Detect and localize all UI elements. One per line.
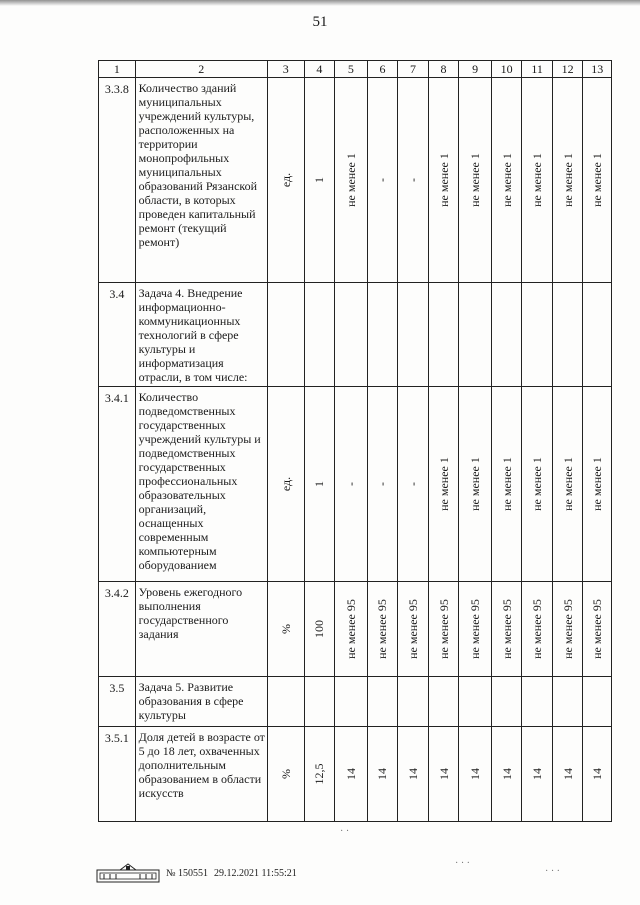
row-value: 100	[312, 620, 327, 638]
row-value: -	[375, 178, 390, 182]
row-number: 3.3.8	[99, 78, 136, 283]
value-cell	[304, 582, 335, 677]
table-header-row	[99, 61, 612, 78]
table-row	[99, 78, 612, 283]
row-value: не менее 1	[468, 153, 483, 207]
value-cell	[335, 677, 368, 727]
unit-cell	[267, 387, 304, 582]
value-cell	[583, 387, 612, 582]
value-cell	[428, 677, 459, 727]
value-cell	[459, 78, 492, 283]
row-value: не менее 95	[468, 599, 483, 659]
value-cell	[459, 283, 492, 387]
column-header: 5	[335, 61, 368, 78]
row-value: 14	[530, 768, 545, 780]
page-number: 51	[312, 14, 328, 30]
value-cell	[522, 387, 553, 582]
row-description: Задача 4. Внедрение информационно-коммуникационных технологий в сфере культуры и информатизация отрасли, в том числе:	[135, 283, 267, 387]
row-value: не менее 1	[590, 457, 605, 511]
row-value: 1	[312, 481, 327, 487]
value-cell	[522, 582, 553, 677]
row-value: не менее 1	[468, 457, 483, 511]
row-value: не менее 1	[590, 153, 605, 207]
value-cell	[304, 387, 335, 582]
value-cell	[552, 78, 583, 283]
column-header: 12	[552, 61, 583, 78]
scan-speck: · ·	[340, 826, 350, 837]
row-value: 14	[560, 768, 575, 780]
value-cell	[459, 727, 492, 822]
value-cell	[552, 283, 583, 387]
row-value: не менее 1	[530, 153, 545, 207]
row-value: -	[343, 482, 358, 486]
value-cell	[459, 677, 492, 727]
column-header: 13	[583, 61, 612, 78]
value-cell	[335, 387, 368, 582]
document-timestamp: 29.12.2021 11:55:21	[214, 867, 297, 879]
row-value: не менее 1	[560, 153, 575, 207]
value-cell	[335, 582, 368, 677]
row-value: не менее 95	[405, 599, 420, 659]
column-header: 3	[267, 61, 304, 78]
value-cell	[522, 677, 553, 727]
scan-speck: · · ·	[545, 866, 560, 877]
value-cell	[491, 387, 522, 582]
value-cell	[398, 78, 429, 283]
value-cell	[522, 78, 553, 283]
value-cell	[304, 78, 335, 283]
value-cell	[491, 677, 522, 727]
unit-cell	[267, 582, 304, 677]
column-header: 8	[428, 61, 459, 78]
value-cell	[304, 283, 335, 387]
row-value: не менее 1	[530, 457, 545, 511]
value-cell	[552, 727, 583, 822]
value-cell	[367, 387, 398, 582]
row-value: не менее 95	[530, 599, 545, 659]
value-cell	[367, 727, 398, 822]
value-cell	[583, 582, 612, 677]
row-value: не менее 95	[590, 599, 605, 659]
value-cell	[552, 582, 583, 677]
row-description: Количество зданий муниципальных учреждений культуры, расположенных на территории монопрофильных муниципальных образований Рязанской области, в которых проведен капитальный ремонт (текущий ремонт)	[135, 78, 267, 283]
scan-top-edge	[0, 0, 640, 6]
row-value: -	[405, 482, 420, 486]
row-value: 14	[405, 768, 420, 780]
table-row	[99, 677, 612, 727]
row-description: Уровень ежегодного выполнения государственного задания	[135, 582, 267, 677]
row-value: 1	[312, 177, 327, 183]
row-number: 3.5.1	[99, 727, 136, 822]
value-cell	[552, 677, 583, 727]
scan-speck: · · ·	[455, 858, 470, 869]
column-header: 9	[459, 61, 492, 78]
row-value: не менее 95	[375, 599, 390, 659]
row-value: не менее 95	[499, 599, 514, 659]
row-unit: ед.	[278, 172, 293, 188]
value-cell	[583, 283, 612, 387]
value-cell	[398, 283, 429, 387]
value-cell	[522, 283, 553, 387]
value-cell	[335, 283, 368, 387]
document-number: № 150551	[166, 867, 209, 879]
row-number: 3.4.1	[99, 387, 136, 582]
row-value: не менее 1	[343, 153, 358, 207]
value-cell	[398, 387, 429, 582]
value-cell	[583, 677, 612, 727]
value-cell	[583, 727, 612, 822]
value-cell	[367, 78, 398, 283]
value-cell	[491, 78, 522, 283]
value-cell	[428, 387, 459, 582]
value-cell	[398, 677, 429, 727]
value-cell	[491, 727, 522, 822]
value-cell	[367, 283, 398, 387]
document-footer	[96, 862, 297, 884]
row-description: Количество подведомственных государственных учреждений культуры и подведомственных государственных профессиональных образовательных организаций, оснащенных современным компьютерным оборудованием	[135, 387, 267, 582]
value-cell	[428, 582, 459, 677]
row-value: не менее 95	[436, 599, 451, 659]
indicators-table	[98, 60, 612, 822]
row-unit: ед.	[278, 476, 293, 492]
column-header: 1	[99, 61, 136, 78]
value-cell	[367, 582, 398, 677]
column-header: 7	[398, 61, 429, 78]
value-cell	[428, 78, 459, 283]
row-value: не менее 1	[499, 153, 514, 207]
value-cell	[367, 677, 398, 727]
table-row	[99, 582, 612, 677]
value-cell	[522, 727, 553, 822]
row-value: 14	[436, 768, 451, 780]
table-row	[99, 727, 612, 822]
column-header: 4	[304, 61, 335, 78]
value-cell	[459, 582, 492, 677]
row-value: 14	[499, 768, 514, 780]
row-value: не менее 1	[560, 457, 575, 511]
value-cell	[304, 727, 335, 822]
unit-cell	[267, 283, 304, 387]
value-cell	[428, 283, 459, 387]
unit-cell	[267, 677, 304, 727]
row-value: 14	[468, 768, 483, 780]
row-value: -	[375, 482, 390, 486]
value-cell	[398, 727, 429, 822]
table-row	[99, 387, 612, 582]
row-value: -	[405, 178, 420, 182]
column-header: 10	[491, 61, 522, 78]
row-value: 14	[375, 768, 390, 780]
row-number: 3.4	[99, 283, 136, 387]
row-value: не менее 1	[436, 153, 451, 207]
row-unit: %	[278, 624, 293, 634]
row-number: 3.4.2	[99, 582, 136, 677]
row-value: не менее 95	[560, 599, 575, 659]
unit-cell	[267, 78, 304, 283]
value-cell	[428, 727, 459, 822]
unit-cell	[267, 727, 304, 822]
value-cell	[491, 283, 522, 387]
row-description: Доля детей в возрасте от 5 до 18 лет, охваченных дополнительным образованием в области искусств	[135, 727, 267, 822]
value-cell	[583, 78, 612, 283]
value-cell	[335, 727, 368, 822]
row-description: Задача 5. Развитие образования в сфере культуры	[135, 677, 267, 727]
value-cell	[304, 677, 335, 727]
row-number: 3.5	[99, 677, 136, 727]
row-value: 14	[343, 768, 358, 780]
column-header: 6	[367, 61, 398, 78]
value-cell	[552, 387, 583, 582]
value-cell	[459, 387, 492, 582]
registry-seal-icon	[96, 862, 160, 884]
row-value: 12,5	[312, 763, 327, 785]
value-cell	[398, 582, 429, 677]
value-cell	[335, 78, 368, 283]
value-cell	[491, 582, 522, 677]
row-unit: %	[278, 769, 293, 779]
row-value: не менее 95	[343, 599, 358, 659]
column-header: 2	[135, 61, 267, 78]
row-value: не менее 1	[499, 457, 514, 511]
table-row	[99, 283, 612, 387]
row-value: 14	[590, 768, 605, 780]
column-header: 11	[522, 61, 553, 78]
row-value: не менее 1	[436, 457, 451, 511]
